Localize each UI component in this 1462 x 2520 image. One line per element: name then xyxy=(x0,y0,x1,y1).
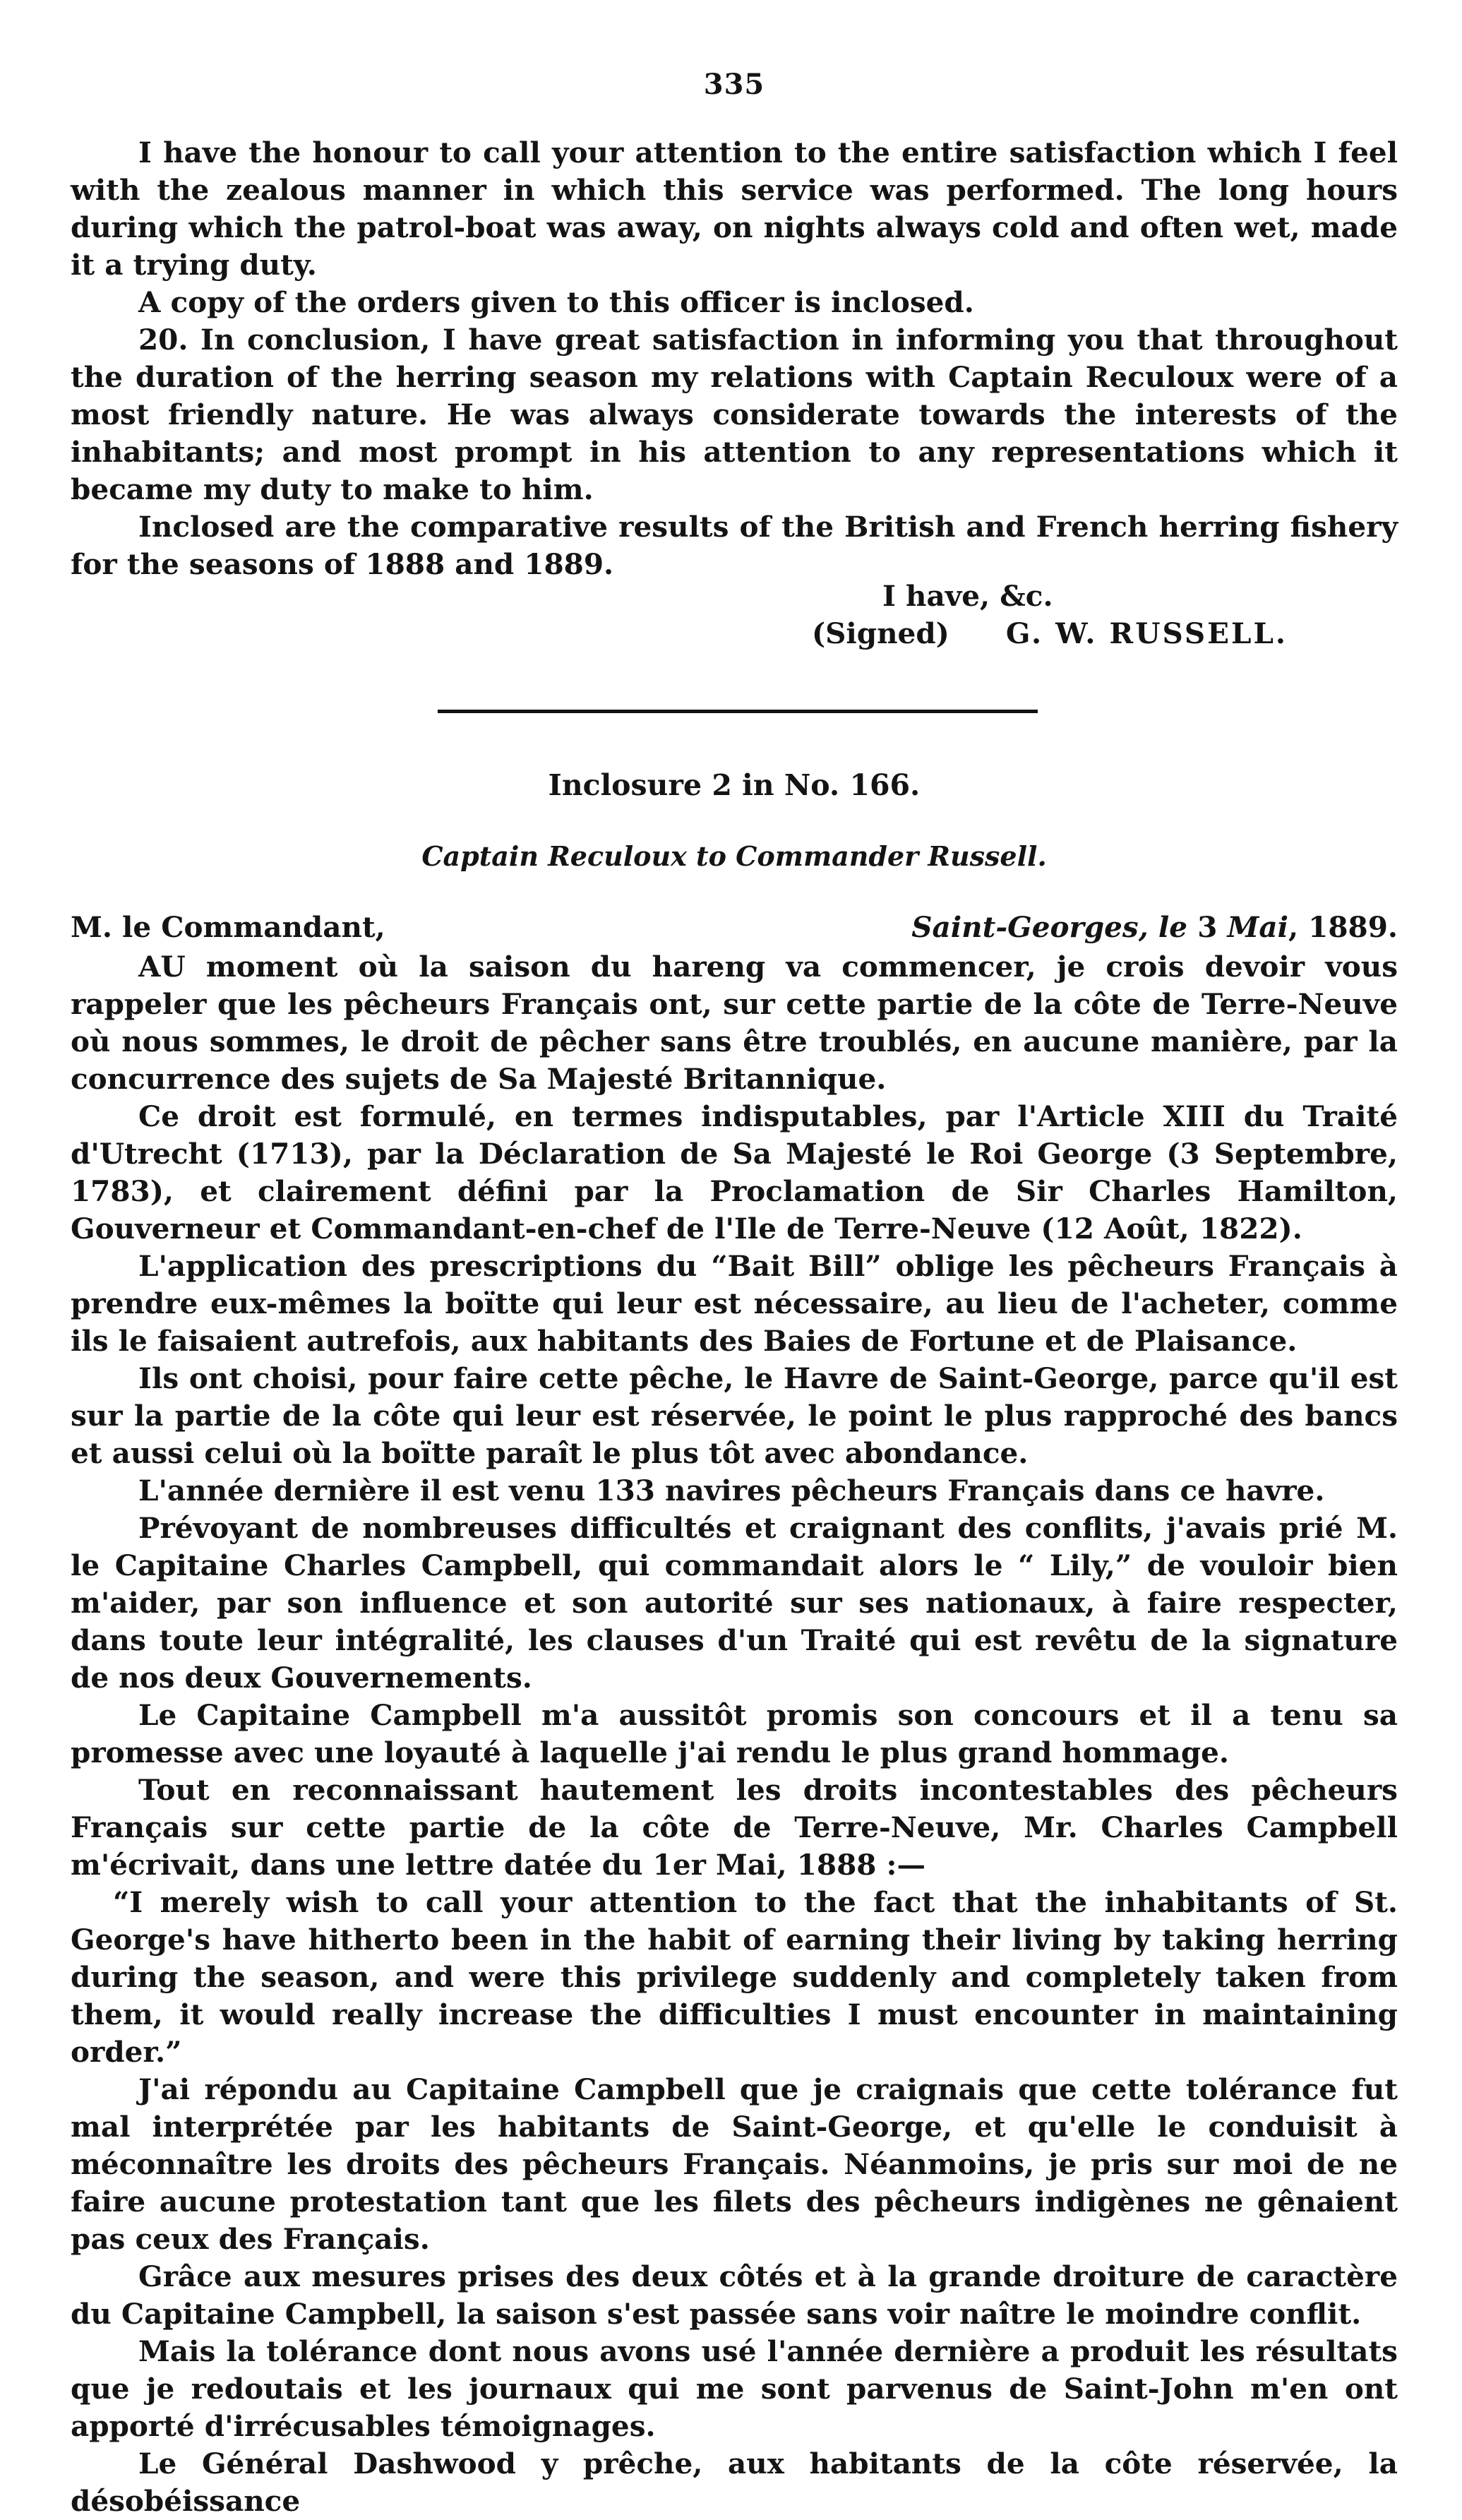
paragraph: Ce droit est formulé, en termes indisputables, par l'Article XIII du Traité d'Utrecht (1713), par la Déclaration de Sa Majesté le Roi George (3 Septembre, 1783), et clairement défini par la Proclamation de Sir Charles Hamilton, Gouverneur et Commandant-en-chef de l'Ile de Terre-Neuve (12 Août, 1822). xyxy=(71,1099,1398,1246)
paragraph: Tout en reconnaissant hautement les droits incontestables des pêcheurs Français sur cette partie de la côte de Terre-Neuve, Mr. Charles Campbell m'écrivait, dans une lettre datée du 1er Mai, 1888 :— xyxy=(71,1773,1398,1882)
quoted-letter: “I merely wish to call your attention to the fact that the inhabitants of St. George's have hitherto been in the habit of earning their living by taking herring during the season, and were this privilege suddenly and completely taken from them, it would really increase the difficulties I must encounter in maintaining order.” xyxy=(71,1885,1398,2069)
signed-line xyxy=(71,615,1398,652)
top-section xyxy=(71,134,1398,583)
letter-body xyxy=(71,948,1398,2520)
signatory-name: G. W. RUSSELL. xyxy=(1005,616,1288,650)
letter-header xyxy=(71,910,1398,944)
document-page xyxy=(71,0,1398,2518)
paragraph: Le Général Dashwood y prêche, aux habitants de la côte réservée, la désobéissance xyxy=(71,2447,1398,2518)
year: , 1889. xyxy=(1288,910,1398,944)
inclosure-title: Inclosure 2 in No. 166. xyxy=(548,768,921,802)
paragraph: AU moment où la saison du hareng va commencer, je crois devoir vous rappeler que les pêcheurs Français ont, sur cette partie de la côte de Terre-Neuve où nous sommes, le droit de pêcher sans être troublés, en aucune manière, par la concurrence des sujets de Sa Majesté Britannique. xyxy=(71,950,1398,1096)
paragraph: 20. In conclusion, I have great satisfaction in informing you that throughout the duration of the herring season my relations with Captain Reculoux were of a most friendly nature. He was always considerate towards the interests of the inhabitants; and most prompt in his attention to any representations which it became my duty to make to him. xyxy=(71,323,1398,506)
day: 3 xyxy=(1197,910,1218,944)
paragraph: L'application des prescriptions du “Bait Bill” oblige les pêcheurs Français à prendre eux-mêmes la boïtte qui leur est nécessaire, au lieu de l'acheter, comme ils le faisaient autrefois, aux habitants des Baies de Fortune et de Plaisance. xyxy=(71,1249,1398,1358)
paragraph: Le Capitaine Campbell m'a aussitôt promis son concours et il a tenu sa promesse avec une loyauté à laquelle j'ai rendu le plus grand hommage. xyxy=(71,1698,1398,1769)
signed-label: (Signed) xyxy=(812,616,949,650)
paragraph: J'ai répondu au Capitaine Campbell que je craignais que cette tolérance fut mal interprétée par les habitants de Saint-George, et qu'elle le conduisit à méconnaître les droits des pêcheurs Français. Néanmoins, je pris sur moi de ne faire aucune protestation tant que les filets des pêcheurs indigènes ne gênaient pas ceux des Français. xyxy=(71,2072,1398,2256)
paragraph: I have the honour to call your attention to the entire satisfaction which I feel with the zealous manner in which this service was performed. The long hours during which the patrol-boat was away, on nights always cold and often wet, made it a trying duty. xyxy=(71,136,1398,282)
paragraph: Ils ont choisi, pour faire cette pêche, le Havre de Saint-George, parce qu'il est sur la partie de la côte qui leur est réservée, le point le plus rapproché des bancs et aussi celui où la boïtte paraît le plus tôt avec abondance. xyxy=(71,1361,1398,1470)
paragraph: Prévoyant de nombreuses difficultés et craignant des conflits, j'avais prié M. le Capitaine Charles Campbell, qui commandait alors le “ Lily,” de vouloir bien m'aider, par son influence et son autorité sur ses nationaux, à faire respecter, dans toute leur intégralité, les clauses d'un Traité qui est revêtu de la signature de nos deux Gouvernements. xyxy=(71,1511,1398,1695)
paragraph: Inclosed are the comparative results of the British and French herring fishery for the seasons of 1888 and 1889. xyxy=(71,510,1398,581)
paragraph: A copy of the orders given to this officer is inclosed. xyxy=(138,285,974,319)
place-date xyxy=(911,910,1398,944)
place: Saint-Georges, le xyxy=(911,910,1188,944)
signature-block xyxy=(71,578,1398,652)
inclosure-subtitle: Captain Reculoux to Commander Russell. xyxy=(421,840,1047,872)
paragraph: Grâce aux mesures prises des deux côtés et à la grande droiture de caractère du Capitaine Campbell, la saison s'est passée sans voir naître le moindre conflit. xyxy=(71,2259,1398,2331)
salutation: M. le Commandant, xyxy=(71,910,385,944)
closing-line: I have, &c. xyxy=(882,579,1053,613)
paragraph: Mais la tolérance dont nous avons usé l'année dernière a produit les résultats que je redoutais et les journaux qui me sont parvenus de Saint-John m'en ont apporté d'irrécusables témoignages. xyxy=(71,2334,1398,2443)
section-divider xyxy=(438,710,1038,713)
page-number: 335 xyxy=(703,68,765,101)
month: Mai xyxy=(1227,910,1288,944)
paragraph: L'année dernière il est venu 133 navires pêcheurs Français dans ce havre. xyxy=(138,1474,1325,1507)
